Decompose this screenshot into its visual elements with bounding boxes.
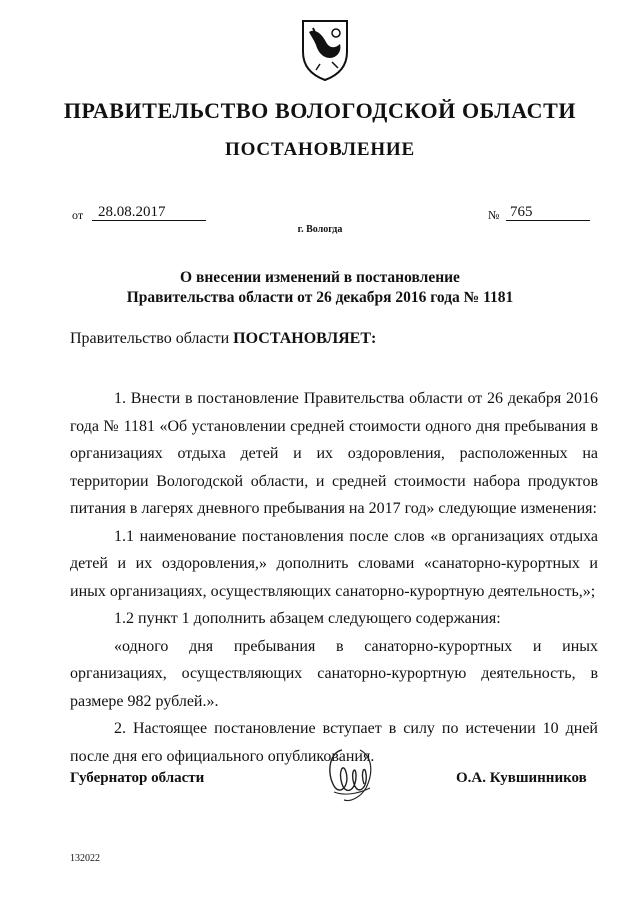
subject-line-2: Правительства области от 26 декабря 2016 года № 1181	[126, 289, 514, 306]
footer-code: 132022	[70, 853, 100, 864]
signatory-name: О.А. Кувшинников	[456, 770, 587, 786]
decree-prefix: Правительство области	[70, 330, 230, 347]
vologda-coat-of-arms-icon	[300, 18, 350, 82]
document-number: 765	[506, 204, 590, 221]
signatory-role: Губернатор области	[70, 770, 205, 786]
body-paragraph: 1.1 наименование постановления после слов «в организациях отдыха детей и их оздоровления,» дополнить словами «санаторно-курортных и иных организациях, осуществляющих санаторно-курортную деятельность,»;	[70, 527, 598, 600]
document-subject	[0, 268, 640, 308]
document-date: 28.08.2017	[92, 204, 206, 221]
body-paragraph: 2. Настоящее постановление вступает в силу по истечении 10 дней после дня его официального опубликования.	[70, 720, 598, 765]
number-label: №	[488, 208, 500, 222]
date-label: от	[72, 208, 84, 222]
document-type: ПОСТАНОВЛЕНИЕ	[225, 139, 415, 160]
subject-line-1: О внесении изменений в постановление	[180, 269, 460, 286]
body-paragraph: 1.2 пункт 1 дополнить абзацем следующего содержания:	[114, 610, 501, 627]
handwritten-signature-icon	[320, 742, 380, 804]
document-body	[70, 385, 598, 770]
city-label: г. Вологда	[297, 224, 343, 235]
decree-line	[70, 330, 376, 348]
body-paragraph: «одного дня пребывания в санаторно-курортных и иных организациях, осуществляющих санаторно-курортную деятельность, в размере 982 рублей.».	[70, 637, 598, 710]
government-title: ПРАВИТЕЛЬСТВО ВОЛОГОДСКОЙ ОБЛАСТИ	[63, 98, 577, 123]
body-paragraph: 1. Внести в постановление Правительства области от 26 декабря 2016 года № 1181 «Об установлении средней стоимости одного дня пребывания в организациях отдыха детей и их оздоровления, расположенных на территории Вологодской области, и средней стоимости набора продуктов питания в лагерях дневного пребывания на 2017 год» следующие изменения:	[70, 390, 598, 517]
decree-verb: ПОСТАНОВЛЯЕТ:	[233, 330, 377, 347]
